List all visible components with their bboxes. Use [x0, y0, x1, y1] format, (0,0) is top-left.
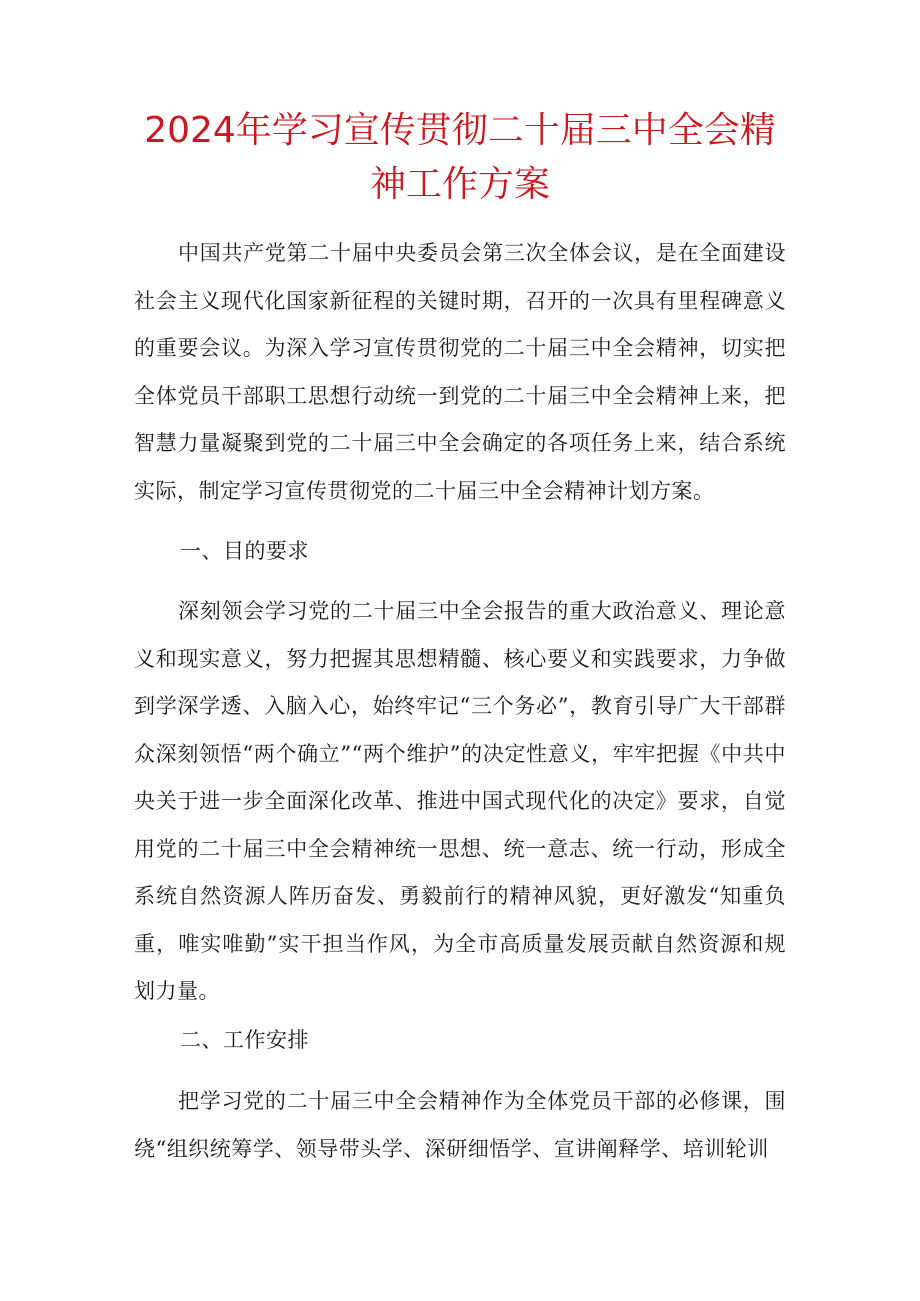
document-title: 2024年学习宣传贯彻二十届三中全会精神工作方案: [144, 110, 776, 205]
arrangement-paragraph: 把学习党的二十届三中全会精神作为全体党员干部的必修课，围绕“组织统筹学、领导带头学、深研细悟学、宣讲阐释学、培训轮训: [134, 1089, 786, 1161]
section-heading-arrangement: 二、工作安排: [180, 1028, 309, 1052]
section-heading-purpose: 一、目的要求: [180, 539, 309, 563]
intro-paragraph: 中国共产党第二十届中央委员会第三次全体会议，是在全面建设社会主义现代化国家新征程的关键时期，召开的一次具有里程碑意义的重要会议。为深入学习宣传贯彻党的二十届三中全会精神，切实把全体党员干部职工思想行动统一到党的二十届三中全会精神上来，把智慧力量凝聚到党的二十届三中全会确定的各项任务上来，结合系统实际，制定学习宣传贯彻党的二十届三中全会精神计划方案。: [134, 241, 786, 503]
purpose-paragraph: 深刻领会学习党的二十届三中全会报告的重大政治意义、理论意义和现实意义，努力把握其思想精髓、核心要义和实践要求，力争做到学深学透、入脑入心，始终牢记“三个务必”，教育引导广大干部群众深刻领悟“两个确立”“两个维护”的决定性意义，牢牢把握《中共中央关于进一步全面深化改革、推进中国式现代化的决定》要求，自觉用党的二十届三中全会精神统一思想、统一意志、统一行动，形成全系统自然资源人阵历奋发、勇毅前行的精神风貌，更好激发“知重负重，唯实唯勤”实干担当作风，为全市高质量发展贡献自然资源和规划力量。: [134, 599, 786, 1003]
